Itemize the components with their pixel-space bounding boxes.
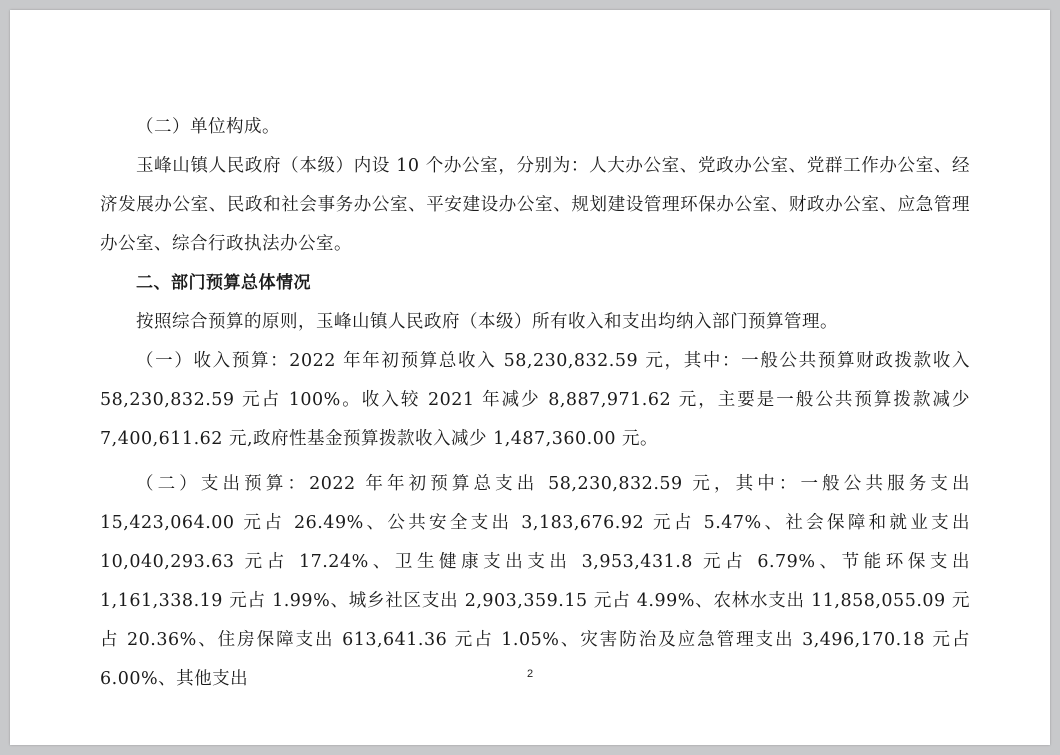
page-number: 2	[526, 668, 534, 680]
paragraph-budget-principle: 按照综合预算的原则，玉峰山镇人民政府（本级）所有收入和支出均纳入部门预算管理。	[136, 312, 838, 332]
document-body	[100, 108, 970, 699]
section-heading-budget-overview: 二、部门预算总体情况	[136, 273, 311, 293]
section-subheading-unit-composition: （二）单位构成。	[136, 117, 280, 137]
paragraph-offices: 玉峰山镇人民政府（本级）内设 10 个办公室，分别为：人大办公室、党政办公室、党群工作办公室、经济发展办公室、民政和社会事务办公室、平安建设办公室、规划建设管理环保办公室、财政办公室、应急管理办公室、综合行政执法办公室。	[100, 156, 970, 254]
paragraph-income-budget: （一）收入预算：2022 年年初预算总收入 58,230,832.59 元，其中：一般公共预算财政拨款收入 58,230,832.59 元占 100%。收入较 2021 年减少 8,887,971.62 元，主要是一般公共预算拨款减少 7,400,611.62 元,政府性基金预算拨款收入减少 1,487,360.00 元。	[100, 351, 970, 449]
document-page	[10, 10, 1050, 745]
paragraph-expenditure-budget: （二）支出预算：2022 年年初预算总支出 58,230,832.59 元，其中：一般公共服务支出 15,423,064.00 元占 26.49%、公共安全支出 3,183,676.92 元占 5.47%、社会保障和就业支出 10,040,293.63 元占 17.24%、卫生健康支出支出 3,953,431.8 元占 6.79%、节能环保支出 1,161,338.19 元占 1.99%、城乡社区支出 2,903,359.15 元占 4.99%、农林水支出 11,858,055.09 元占 20.36%、住房保障支出 613,641.36 元占 1.05%、灾害防治及应急管理支出 3,496,170.18 元占 6.00%、其他支出	[100, 474, 970, 689]
